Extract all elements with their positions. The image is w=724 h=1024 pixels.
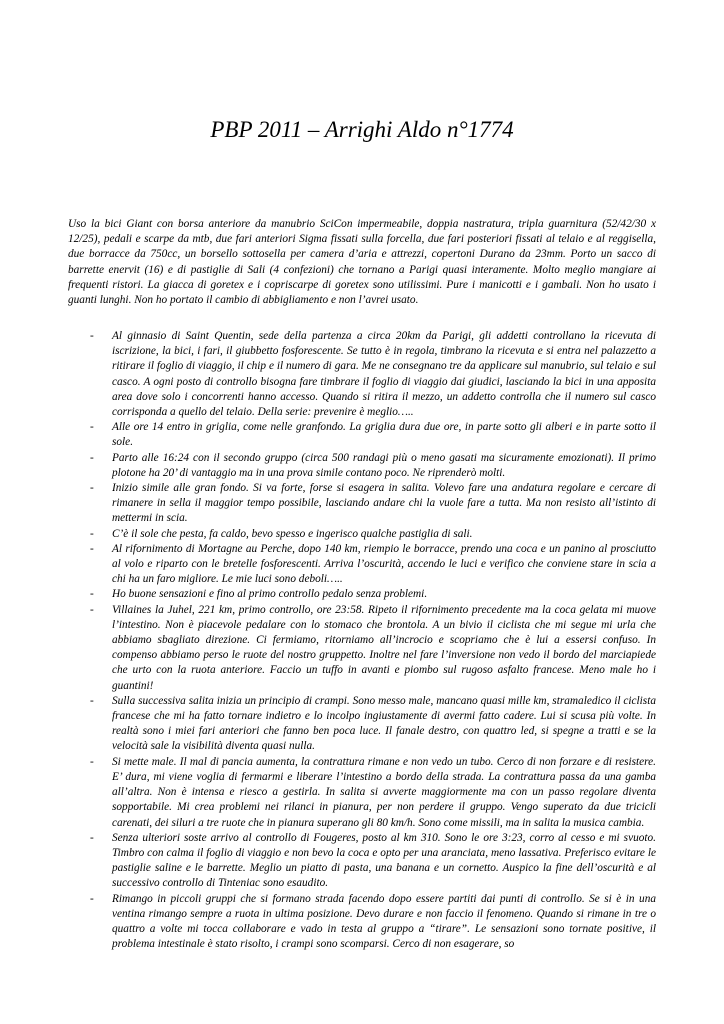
list-item: [68, 755, 656, 831]
list-item-text: Inizio simile alle gran fondo. Si va forte, forse si esagera in salita. Volevo fare una andatura regolare e cercare di rimanere in sella il maggior tempo possibile, lasciando andare chi la vuole fare a tutta. Ma non resisto all’istinto di mettermi in scia.: [112, 482, 656, 525]
list-item: [68, 420, 656, 450]
bullet-dash: -: [90, 527, 94, 540]
list-item: [68, 481, 656, 527]
list-item: [68, 542, 656, 588]
list-item-text: Senza ulteriori soste arrivo al controllo di Fougeres, posto al km 310. Sono le ore 3:23, corro al cesso e mi svuoto. Timbro con calma il foglio di viaggio e non bevo la coca e opto per una aranciata, meno lassativa. Preferisco evitare le pastiglie saline e le barrette. Meglio un piatto di pasta, una banana e un cornetto. Auspico la fine dell’oscurità e al successivo controllo di Tinteniac sono esaudito.: [112, 831, 656, 890]
list-item-text: Si mette male. Il mal di pancia aumenta, la contrattura rimane e non vedo un tubo. Cerco di non forzare e di resistere. E’ dura, mi viene voglia di fermarmi e liberare l’intestino a bordo della strada. La contrattura passa da una gamba all’altra. Non è intensa e riesco a gestirla. In salita si avverte maggiormente ma con un passo regolare diventa sopportabile. Mi crea problemi nei rilanci in pianura, per non perdere il gruppo. Vengo superato da due tricicli carenati, dei siluri a tre ruote che in pianura superano gli 80 km/h. Sono come missili, ma in salita la musica cambia.: [112, 755, 656, 829]
list-item: [68, 329, 656, 420]
intro-paragraph: Uso la bici Giant con borsa anteriore da manubrio SciCon impermeabile, doppia nastratura, tripla guarnitura (52/42/30 x 12/25), pedali e scarpe da mtb, due fari anteriori Sigma fissati sulla forcella, due fari posteriori fissati al telaio e al reggisella, due borracce da 750cc, un borsello sottosella per camera d’aria e attrezzi, copertoni Durano da 23mm. Porto un sacco di barrette enervit (16) e di pastiglie di Sali (4 confezioni) che tornano a Parigi quasi interamente. Molto meglio mangiare ai frequenti ristori. La giacca di goretex e i copriscarpe di goretex sono utilissimi. Pure i manicotti e i gambali. Non ho usato i guanti lunghi. Non ho portato il cambio di abbigliamento e non l’avrei usato.: [68, 218, 656, 307]
list-item: [68, 451, 656, 481]
list-item: [68, 527, 656, 542]
list-item: [68, 587, 656, 602]
list-item-text: C’è il sole che pesta, fa caldo, bevo spesso e ingerisco qualche pastiglia di sali.: [112, 527, 473, 540]
page-title: PBP 2011 – Arrighi Aldo n°1774: [210, 117, 514, 142]
bullet-dash: -: [90, 755, 94, 768]
list-item-text: Alle ore 14 entro in griglia, come nelle granfondo. La griglia dura due ore, in parte sotto gli alberi e in parte sotto il sole.: [112, 421, 656, 449]
bullet-dash: -: [90, 892, 94, 905]
list-item-text: Parto alle 16:24 con il secondo gruppo (circa 500 randagi più o meno gasati ma sicuramente emozionati). Il primo plotone ha 20’ di vantaggio ma in una prova simile contano poco. Ne riprenderò molti.: [112, 451, 656, 479]
bullet-dash: -: [90, 603, 94, 616]
list-item: [68, 831, 656, 892]
bullet-dash: -: [90, 542, 94, 555]
list-item-text: Rimango in piccoli gruppi che si formano strada facendo dopo essere partiti dai punti di controllo. Se si è in una ventina rimango sempre a ruota in ultima posizione. Devo durare e non faccio il fenomeno. Quando si rimane in tre o quattro a volte mi tocca collaborare e vado in testa al gruppo a “tirare”. Le sensazioni sono tornate positive, il problema intestinale è stato risolto, i crampi sono scomparsi. Cerco di non esagerare, so: [112, 892, 656, 951]
bullet-dash: -: [90, 831, 94, 844]
list-item-text: Al rifornimento di Mortagne au Perche, dopo 140 km, riempio le borracce, prendo una coca e un panino al prosciutto al volo e riparto con le bretelle fosforescenti. Arriva l’oscurità, accendo le luci e verifico che conviene stare in scia a chi ha un faro migliore. Le mie luci sono deboli…..: [112, 542, 656, 586]
list-item: [68, 603, 656, 694]
list-item: [68, 892, 656, 953]
bullet-dash: -: [90, 451, 94, 464]
list-item-text: Sulla successiva salita inizia un principio di crampi. Sono messo male, mancano quasi mille km, stramaledico il ciclista francese che mi ha fatto tornare indietro e lo incolpo ingiustamente di avermi fatto cadere. Lui si scusa più volte. In realtà sono i miei fari anteriori che fanno ben poca luce. Il fanale destro, con quattro led, si spegne a tratti e se la velocità sale la visibilità diventa quasi nulla.: [112, 694, 656, 753]
list-item-text: Villaines la Juhel, 221 km, primo controllo, ore 23:58. Ripeto il rifornimento precedente ma la coca gelata mi muove l’intestino. Non è piacevole pedalare con lo stomaco che brontola. A un bivio il ciclista che mi segue mi urla che abbiamo sbagliato direzione. Ci fermiamo, ritorniamo all’incrocio e scopriamo che è lui a essersi confuso. In compenso abbiamo perso le ruote del nostro gruppetto. Inoltre nel fare l’inversione non vedo il bordo del marciapiede che urto con la ruota anteriore. Faccio un tuffo in avanti e piombo sul rugoso asfalto francese. Meno male ho i guantini!: [112, 603, 656, 692]
list-item-text: Ho buone sensazioni e fino al primo controllo pedalo senza problemi.: [112, 588, 428, 601]
bullet-list: [68, 329, 656, 952]
bullet-dash: -: [90, 482, 94, 495]
bullet-dash: -: [90, 694, 94, 707]
list-item: [68, 694, 656, 755]
bullet-dash: -: [90, 421, 94, 434]
bullet-dash: -: [90, 588, 94, 601]
list-item-text: Al ginnasio di Saint Quentin, sede della partenza a circa 20km da Parigi, gli addetti controllano la ricevuta di iscrizione, la bici, i fari, il giubbetto fosforescente. Se tutto è in regola, timbrano la ricevuta e si entra nel palazzetto a ritirare il foglio di viaggio, il chip e il numero di gara. Me ne consegnano tre da applicare sul manubrio, sul telaio e sul casco. A ogni posto di controllo bisogna fare timbrare il foglio di viaggio dai giudici, lasciando la bici in una apposita area dove solo i concorrenti hanno accesso. Quando si ritira il mezzo, un addetto controlla che il numero sul casco corrisponda a quello del telaio. Della serie: prevenire è meglio…..: [112, 330, 656, 419]
bullet-dash: -: [90, 330, 94, 342]
